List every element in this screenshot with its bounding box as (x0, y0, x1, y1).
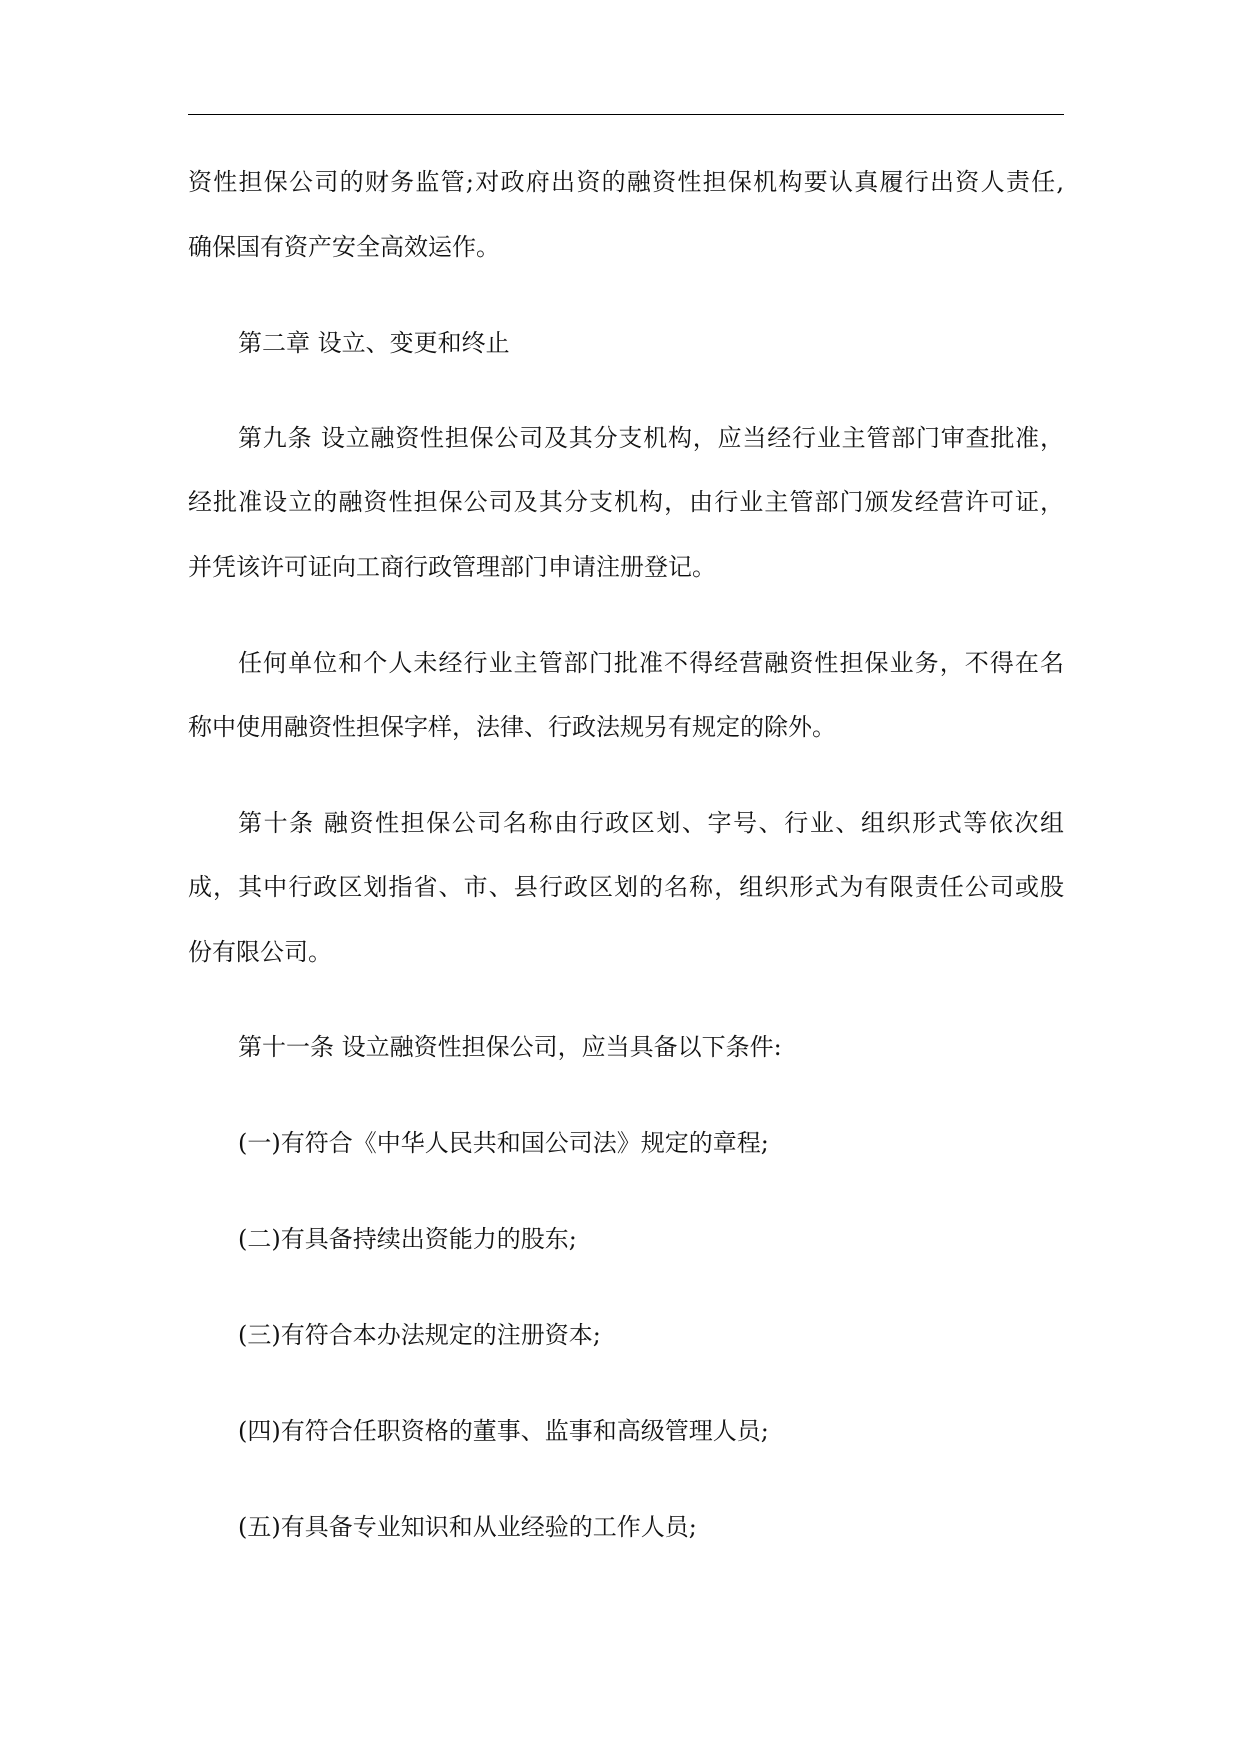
paragraph-line: 成，其中行政区划指省、市、县行政区划的名称，组织形式为有限责任公司或股 (188, 873, 1064, 901)
paragraph-line: 资性担保公司的财务监管;对政府出资的融资性担保机构要认真履行出资人责任, (188, 168, 1064, 196)
paragraph-line: 任何单位和个人未经行业主管部门批准不得经营融资性担保业务，不得在名 (238, 649, 1064, 677)
paragraph-line: 确保国有资产安全高效运作。 (188, 233, 500, 261)
paragraph-line: 经批准设立的融资性担保公司及其分支机构，由行业主管部门颁发经营许可证， (188, 488, 1064, 516)
paragraph-line: 份有限公司。 (188, 938, 332, 966)
chapter-heading: 第二章 设立、变更和终止 (238, 329, 510, 357)
list-item: (四)有符合任职资格的董事、监事和高级管理人员; (238, 1417, 769, 1445)
paragraph-line: 第九条 设立融资性担保公司及其分支机构，应当经行业主管部门审查批准， (238, 424, 1064, 452)
header-rule (188, 114, 1064, 115)
paragraph-line: 第十一条 设立融资性担保公司，应当具备以下条件: (238, 1033, 782, 1061)
paragraph-line: 并凭该许可证向工商行政管理部门申请注册登记。 (188, 553, 716, 581)
list-item: (三)有符合本办法规定的注册资本; (238, 1321, 601, 1349)
list-item: (一)有符合《中华人民共和国公司法》规定的章程; (238, 1129, 769, 1157)
paragraph-line: 称中使用融资性担保字样，法律、行政法规另有规定的除外。 (188, 713, 836, 741)
list-item: (五)有具备专业知识和从业经验的工作人员; (238, 1513, 697, 1541)
list-item: (二)有具备持续出资能力的股东; (238, 1225, 577, 1253)
paragraph-line: 第十条 融资性担保公司名称由行政区划、字号、行业、组织形式等依次组 (238, 809, 1064, 837)
